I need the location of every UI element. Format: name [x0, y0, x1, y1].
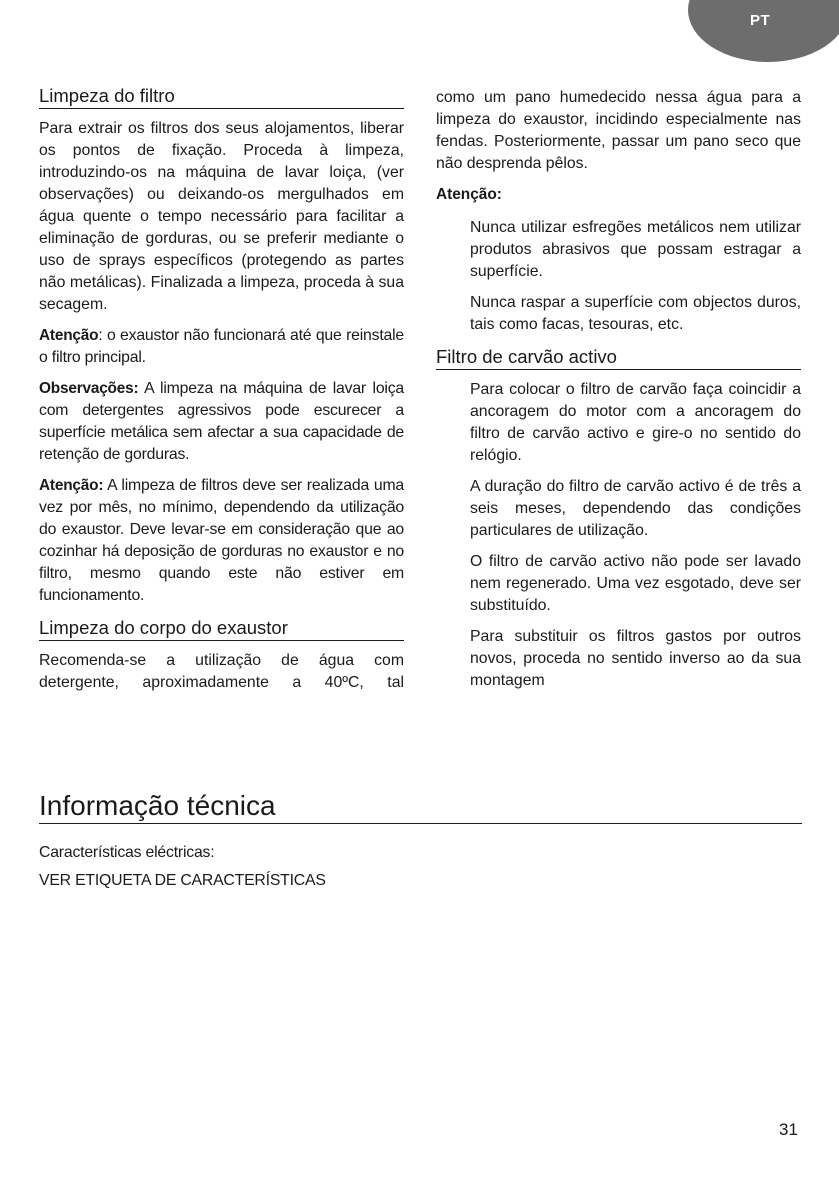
attention-item: Nunca raspar a superfície com objectos duros, tais como facas, tesouras, etc. [470, 294, 801, 333]
filter-note-3 [39, 475, 404, 607]
language-tab-label: PT [750, 12, 771, 29]
characteristics-label-reference: VER ETIQUETA DE CARACTERÍSTICAS [39, 872, 326, 889]
filter-note-2 [39, 378, 404, 466]
page-number: 31 [779, 1120, 798, 1139]
carbon-filter-heading: Filtro de carvão activo [436, 345, 801, 370]
filter-note-2-label: Observações: [39, 380, 139, 397]
filter-note-1 [39, 325, 404, 369]
right-column [436, 87, 801, 701]
body-cleaning-heading: Limpeza do corpo do exaustor [39, 616, 404, 641]
body-cleaning-continued: como um pano humedecido nessa água para a limpeza do exaustor, incidindo especialmente nas fendas. Posteriormente, passar um pano seco que não desprenda pêlos. [436, 89, 801, 172]
filter-note-3-label: Atenção: [39, 477, 104, 494]
filter-note-1-label: Atenção [39, 327, 99, 344]
filter-note-2-text: A limpeza na máquina de lavar loiça com detergentes agressivos pode escurecer a superfície metálica sem afectar a sua capacidade de retenção de gorduras. [39, 380, 404, 463]
filter-note-3-text: A limpeza de filtros deve ser realizada uma vez por mês, no mínimo, dependendo da utilização do exaustor. Deve levar-se em consideração que ao cozinhar há deposição de gorduras no exaustor e no filtro, mesmo quando este não estiver em funcionamento. [39, 477, 404, 604]
carbon-filter-paragraph: O filtro de carvão activo não pode ser lavado nem regenerado. Uma vez esgotado, deve ser substituído. [470, 553, 801, 614]
filter-cleaning-heading: Limpeza do filtro [39, 84, 404, 109]
left-column [39, 84, 404, 703]
language-tab [688, 0, 839, 62]
carbon-filter-paragraph: Para substituir os filtros gastos por outros novos, proceda no sentido inverso ao da sua montagem [470, 628, 801, 689]
technical-info-heading: Informação técnica [39, 789, 802, 824]
filter-note-1-text: : o exaustor não funcionará até que reinstale o filtro principal. [39, 327, 404, 366]
filter-cleaning-intro: Para extrair os filtros dos seus alojamentos, liberar os pontos de fixação. Proceda à limpeza, introduzindo-os na máquina de lavar loiça, (ver observações) ou deixando-os mergulhados em água quente o tempo necessário para facilitar a eliminação de gorduras, ou se preferir mediante o uso de sprays específicos (protegendo as partes não metálicas). Finalizada a limpeza, proceda à sua secagem. [39, 120, 404, 313]
carbon-filter-paragraph: Para colocar o filtro de carvão faça coincidir a ancoragem do motor com a ancoragem do filtro de carvão activo e gire-o no sentido do relógio. [470, 381, 801, 464]
body-cleaning-text: Recomenda-se a utilização de água com detergente, aproximadamente a 40ºC, tal [39, 652, 404, 691]
carbon-filter-paragraph: A duração do filtro de carvão activo é de três a seis meses, dependendo das condições particulares de utilização. [470, 478, 801, 539]
attention-item: Nunca utilizar esfregões metálicos nem utilizar produtos abrasivos que possam estragar a superfície. [470, 219, 801, 280]
electrical-characteristics-label: Características eléctricas: [39, 844, 215, 861]
attention-label: Atenção: [436, 186, 502, 203]
